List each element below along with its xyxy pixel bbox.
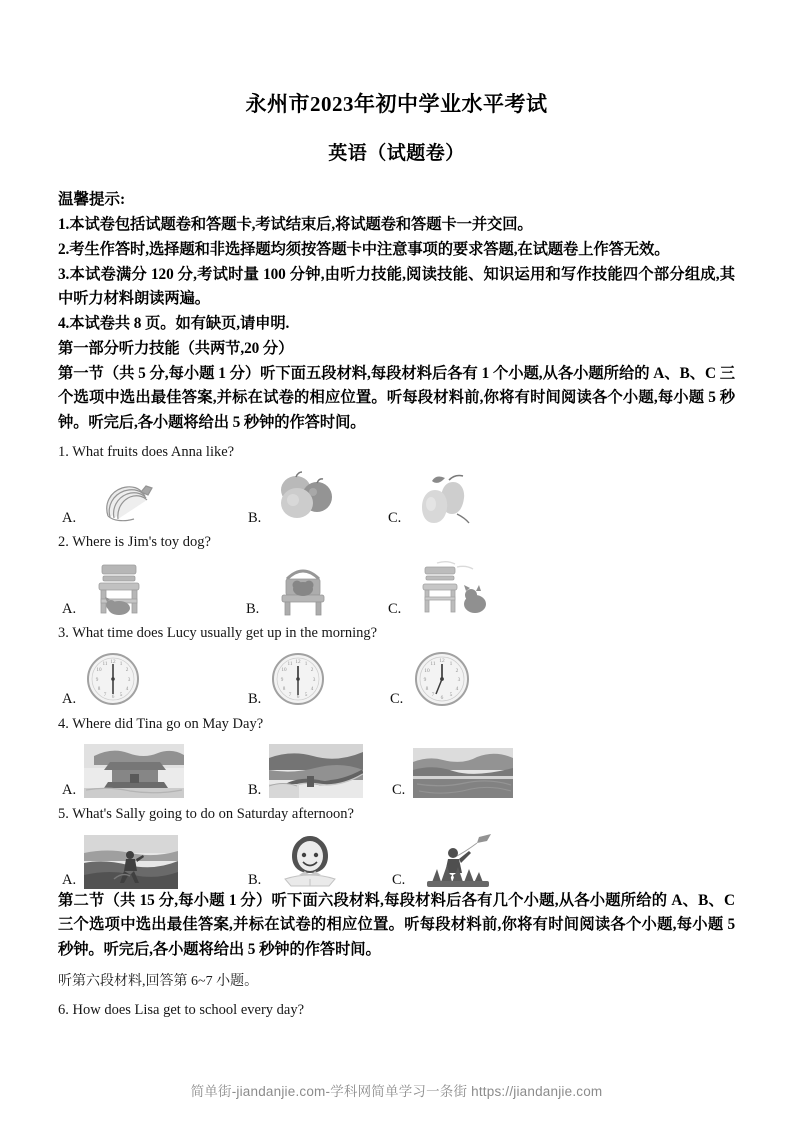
part-one-heading: 第一部分听力技能（共两节,20 分） (58, 339, 294, 357)
svg-text:2: 2 (311, 666, 314, 673)
svg-text:12: 12 (110, 658, 116, 665)
question-5-option-b[interactable] (248, 831, 351, 889)
clock-six-thirty (269, 650, 327, 708)
option-label-b: B. (246, 600, 260, 617)
svg-text:8: 8 (97, 685, 101, 692)
option-label-c: C. (392, 781, 406, 798)
svg-text:5: 5 (305, 691, 308, 698)
svg-text:12: 12 (295, 658, 301, 665)
bananas-illustration (84, 470, 170, 526)
page-subtitle: 英语（试题卷） (328, 143, 465, 165)
question-5-option-c[interactable] (392, 831, 505, 889)
notice-block (58, 188, 735, 436)
svg-text:5: 5 (119, 691, 123, 698)
option-label-a: A. (62, 872, 77, 889)
girl-reading-illustration (269, 831, 351, 889)
section-one-instruction: 第一节（共 5 分,每小题 1 分）听下面五段材料,每段材料后各有 1 个小题,从各小题所给的 A、B、C 三个选项中选出最佳答案,并标在试卷的相应位置。听每段材料前,你将有时间阅读各个小题,每小题 5 秒钟。听完后,各小题将给出 5 秒钟的作答时间。 (58, 364, 735, 432)
svg-text:6: 6 (111, 693, 115, 700)
question-3-options (58, 646, 735, 708)
question-4-option-b[interactable] (248, 744, 363, 798)
question-1-text: 1. What fruits does Anna like? (58, 443, 235, 460)
notice-item-4: 4.本试卷共 8 页。如有缺页,请申明. (58, 315, 290, 333)
svg-text:6: 6 (440, 694, 444, 701)
question-1-options (58, 464, 735, 526)
option-label-a: A. (62, 691, 77, 708)
question-1-option-a[interactable] (62, 470, 170, 526)
svg-text:3: 3 (127, 676, 131, 683)
svg-text:8: 8 (283, 685, 286, 692)
question-3-option-c[interactable] (390, 650, 473, 708)
chair-with-dog-on-seat-illustration (267, 559, 339, 617)
notice-item-3: 3.本试卷满分 120 分,考试时量 100 分钟,由听力技能,阅读技能、知识运用和写作技能四个部分组成,其中听力材料朗读两遍。 (58, 265, 735, 308)
question-2 (58, 533, 735, 617)
svg-text:1: 1 (305, 660, 308, 667)
svg-text:12: 12 (439, 657, 445, 664)
section-two-instruction: 第二节（共 15 分,每小题 1 分）听下面六段材料,每段材料后各有几个小题,从各小题所给的 A、B、C 三个选项中选出最佳答案,并标在试卷的相应位置。听每段材料前,你将有时间阅读各个小题,每小题 5 秒钟。听完后,各小题将给出 5 秒钟的作答时间。 (58, 891, 735, 959)
question-4 (58, 715, 735, 799)
option-label-c: C. (390, 691, 404, 708)
question-6-text: 6. How does Lisa get to school every day? (58, 1002, 305, 1018)
notice-heading: 温馨提示: (58, 190, 126, 208)
notice-item-1: 1.本试卷包括试题卷和答题卡,考试结束后,将试题卷和答题卡一并交回。 (58, 216, 533, 233)
question-4-option-a[interactable] (62, 744, 184, 798)
question-1-option-b[interactable] (248, 470, 343, 526)
option-label-b: B. (248, 872, 262, 889)
question-2-option-b[interactable] (246, 559, 339, 617)
pears-photo (409, 470, 485, 526)
svg-text:7: 7 (431, 691, 435, 698)
option-label-a: A. (62, 509, 77, 526)
svg-text:9: 9 (423, 676, 427, 683)
svg-text:3: 3 (457, 676, 461, 683)
svg-text:2: 2 (125, 666, 129, 673)
option-label-b: B. (248, 781, 262, 798)
svg-text:10: 10 (424, 667, 430, 674)
question-2-option-c[interactable] (388, 559, 505, 617)
question-3-option-a[interactable] (62, 650, 142, 708)
question-1-option-c[interactable] (388, 470, 485, 526)
great-wall-photo (269, 744, 363, 798)
chair-with-dog-under-illustration (84, 559, 156, 617)
question-2-option-a[interactable] (62, 559, 156, 617)
option-label-c: C. (388, 509, 402, 526)
option-label-c: C. (388, 600, 402, 617)
question-3-option-b[interactable] (248, 650, 327, 708)
kite-flying-illustration (413, 831, 505, 889)
svg-text:7: 7 (103, 691, 107, 698)
question-5-option-a[interactable] (62, 835, 178, 889)
svg-text:2: 2 (455, 667, 459, 674)
svg-text:10: 10 (281, 666, 287, 673)
svg-text:9: 9 (281, 676, 284, 683)
hiking-photo (84, 835, 178, 889)
svg-text:4: 4 (455, 685, 459, 692)
question-4-option-c[interactable] (392, 748, 513, 798)
svg-text:4: 4 (311, 685, 314, 692)
question-5-options (58, 827, 735, 889)
clock-seven-oclock (411, 650, 473, 708)
question-4-options (58, 736, 735, 798)
svg-text:9: 9 (95, 676, 99, 683)
svg-text:11: 11 (430, 660, 436, 667)
option-label-a: A. (62, 781, 77, 798)
chair-with-dog-beside-illustration (409, 559, 505, 617)
clock-six-oclock (84, 650, 142, 708)
question-2-options (58, 555, 735, 617)
svg-text:3: 3 (313, 676, 316, 683)
palace-gate-photo (84, 744, 184, 798)
svg-text:1: 1 (119, 660, 123, 667)
footer-watermark: 简单街-jiandanjie.com-学科网简单学习一条街 https://jiandanjie.com (190, 1084, 603, 1099)
material-six-note: 听第六段材料,回答第 6~7 小题。 (58, 974, 259, 989)
question-1 (58, 443, 735, 527)
svg-text:6: 6 (297, 693, 300, 700)
lake-scenery-photo (413, 748, 513, 798)
question-5 (58, 805, 735, 889)
svg-text:11: 11 (102, 660, 108, 667)
question-3-text: 3. What time does Lucy usually get up in the morning? (58, 625, 378, 642)
svg-text:7: 7 (289, 691, 292, 698)
svg-text:8: 8 (425, 685, 429, 692)
apples-photo (269, 470, 343, 526)
option-label-b: B. (248, 691, 262, 708)
svg-text:10: 10 (96, 666, 102, 673)
page-title: 永州市2023年初中学业水平考试 (245, 92, 548, 116)
notice-item-2: 2.考生作答时,选择题和非选择题均须按答题卡中注意事项的要求答题,在试题卷上作答无效。 (58, 240, 670, 258)
question-5-text: 5. What's Sally going to do on Saturday afternoon? (58, 806, 354, 823)
svg-text:11: 11 (287, 660, 293, 667)
question-2-text: 2. Where is Jim's toy dog? (58, 534, 211, 551)
option-label-c: C. (392, 872, 406, 889)
option-label-b: B. (248, 509, 262, 526)
svg-text:4: 4 (125, 685, 129, 692)
svg-text:1: 1 (449, 660, 453, 667)
question-4-text: 4. Where did Tina go on May Day? (58, 715, 264, 732)
svg-text:5: 5 (449, 691, 453, 698)
question-3 (58, 624, 735, 708)
option-label-a: A. (62, 600, 77, 617)
